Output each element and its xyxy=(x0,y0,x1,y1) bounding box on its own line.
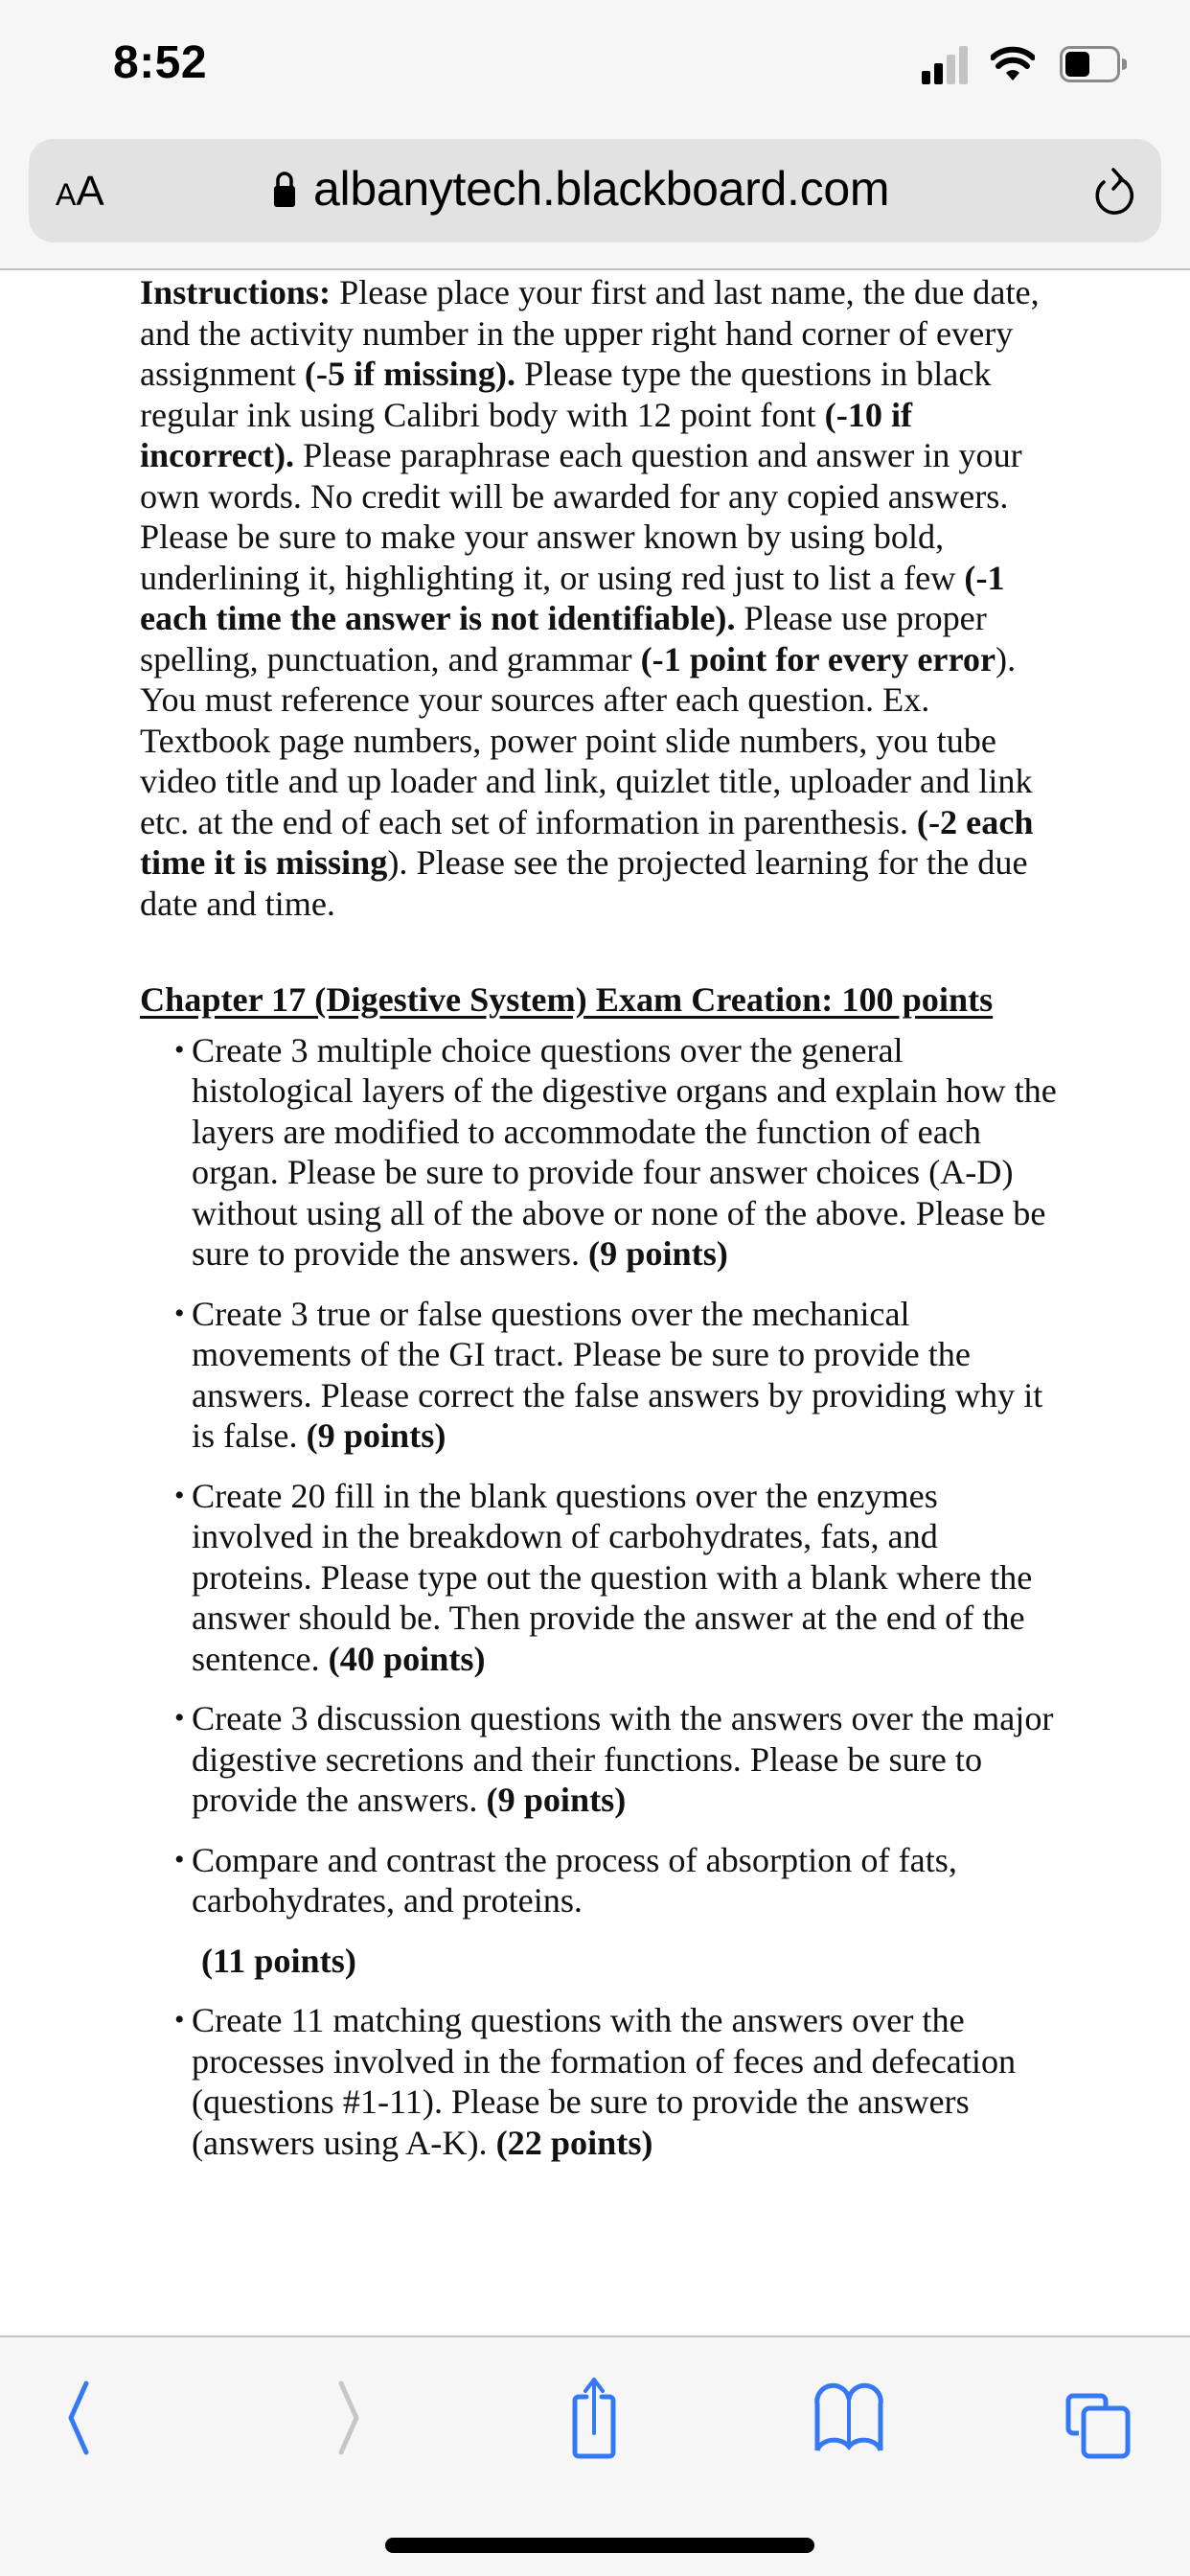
url-text: albanytech.blackboard.com xyxy=(313,162,890,216)
bullet-icon: • xyxy=(174,2004,185,2036)
task-list xyxy=(140,1030,1060,2164)
task-item: • Create 3 discussion questions with the answers over the major digestive secretions and their functions. Please be sure to provide the answers. (9 points) xyxy=(174,1699,1054,1819)
document-content xyxy=(140,270,1060,2182)
battery-icon xyxy=(1060,46,1127,82)
back-button[interactable] xyxy=(48,2376,125,2462)
task-points: (9 points) xyxy=(306,1416,446,1455)
tabs-button[interactable] xyxy=(1060,2376,1136,2462)
task-item: • Create 3 multiple choice questions over the general histological layers of the digestive organs and explain how the layers are modified to accommodate the function of each organ. Please be sure to provide four answer choices (A-D) without using all of the above or none of the above. Please be sure to provide the answers. (9 points) xyxy=(174,1030,1057,1273)
task-points: (40 points) xyxy=(328,1639,486,1678)
status-bar xyxy=(0,0,1190,134)
bookmarks-button[interactable] xyxy=(811,2376,887,2462)
tabs-icon xyxy=(1068,2396,1128,2456)
task-item: • Create 11 matching questions with the answers over the processes involved in the formation of feces and defecation (questions #1-11). Please be sure to provide the answers (answers using A-K). (22 points) xyxy=(174,2001,1017,2162)
bullet-icon: • xyxy=(174,1033,185,1066)
bullet-icon: • xyxy=(174,1297,185,1329)
book-icon xyxy=(817,2385,881,2450)
bullet-icon: • xyxy=(174,1479,185,1511)
address-bar[interactable] xyxy=(29,139,1161,242)
task-item: • Create 3 true or false questions over the mechanical movements of the GI tract. Please be sure to provide the answers. Please correct the false answers by providing why it is false. (9 points) xyxy=(174,1294,1043,1455)
share-icon xyxy=(575,2380,613,2456)
bullet-icon: • xyxy=(174,1702,185,1734)
share-button[interactable] xyxy=(556,2376,632,2462)
task-points: (9 points) xyxy=(486,1781,627,1819)
reload-icon[interactable] xyxy=(1090,166,1138,219)
cellular-signal-icon xyxy=(922,46,970,84)
text-size-button[interactable]: AA xyxy=(56,168,104,215)
instructions-label: Instructions: xyxy=(140,273,332,311)
wifi-icon xyxy=(991,46,1035,82)
chevron-left-icon xyxy=(71,2383,86,2452)
task-item: • Compare and contrast the process of absorption of fats, carbohydrates, and proteins. (11 points) xyxy=(174,1840,1060,1982)
task-points: (11 points) xyxy=(201,1941,356,1980)
status-time: 8:52 xyxy=(113,37,208,88)
instructions-paragraph: Instructions: Please place your first and last name, the due date, and the activity number in the upper right hand corner of every assignment (-5 if missing). Please type the questions in black regular ink using Calibri body with 12 point font (-10 if incorrect). Please paraphrase each question and answer in your own words. No credit will be awarded for any copied answers. Please be sure to make your answer known by using bold, underlining it, highlighting it, or using red just to list a few (-1 each time the answer is not identifiable). Please use proper spelling, punctuation, and grammar (-1 point for every error). You must reference your sources after each question. Ex. Textbook page numbers, power point slide numbers, you tube video title and up loader and link, quizlet title, uploader and link etc. at the end of each set of information in parenthesis. (-2 each time it is missing). Please see the projected learning for the due date and time. xyxy=(140,273,1040,923)
chevron-right-icon xyxy=(341,2383,356,2452)
task-points: (22 points) xyxy=(495,2123,653,2162)
task-points: (9 points) xyxy=(588,1234,728,1273)
chapter-title: Chapter 17 (Digestive System) Exam Creation: 100 points xyxy=(140,980,994,1019)
home-indicator[interactable] xyxy=(385,2538,814,2553)
bullet-icon: • xyxy=(174,1843,185,1875)
task-item: • Create 20 fill in the blank questions over the enzymes involved in the breakdown of carbohydrates, fats, and proteins. Please type out the question with a blank where the answer should be. Then provide the answer at the end of the sentence. (40 points) xyxy=(174,1476,1033,1678)
url-field[interactable] xyxy=(273,160,889,218)
lock-icon xyxy=(273,170,296,208)
forward-button[interactable] xyxy=(303,2376,379,2462)
browser-address-area xyxy=(0,134,1190,270)
